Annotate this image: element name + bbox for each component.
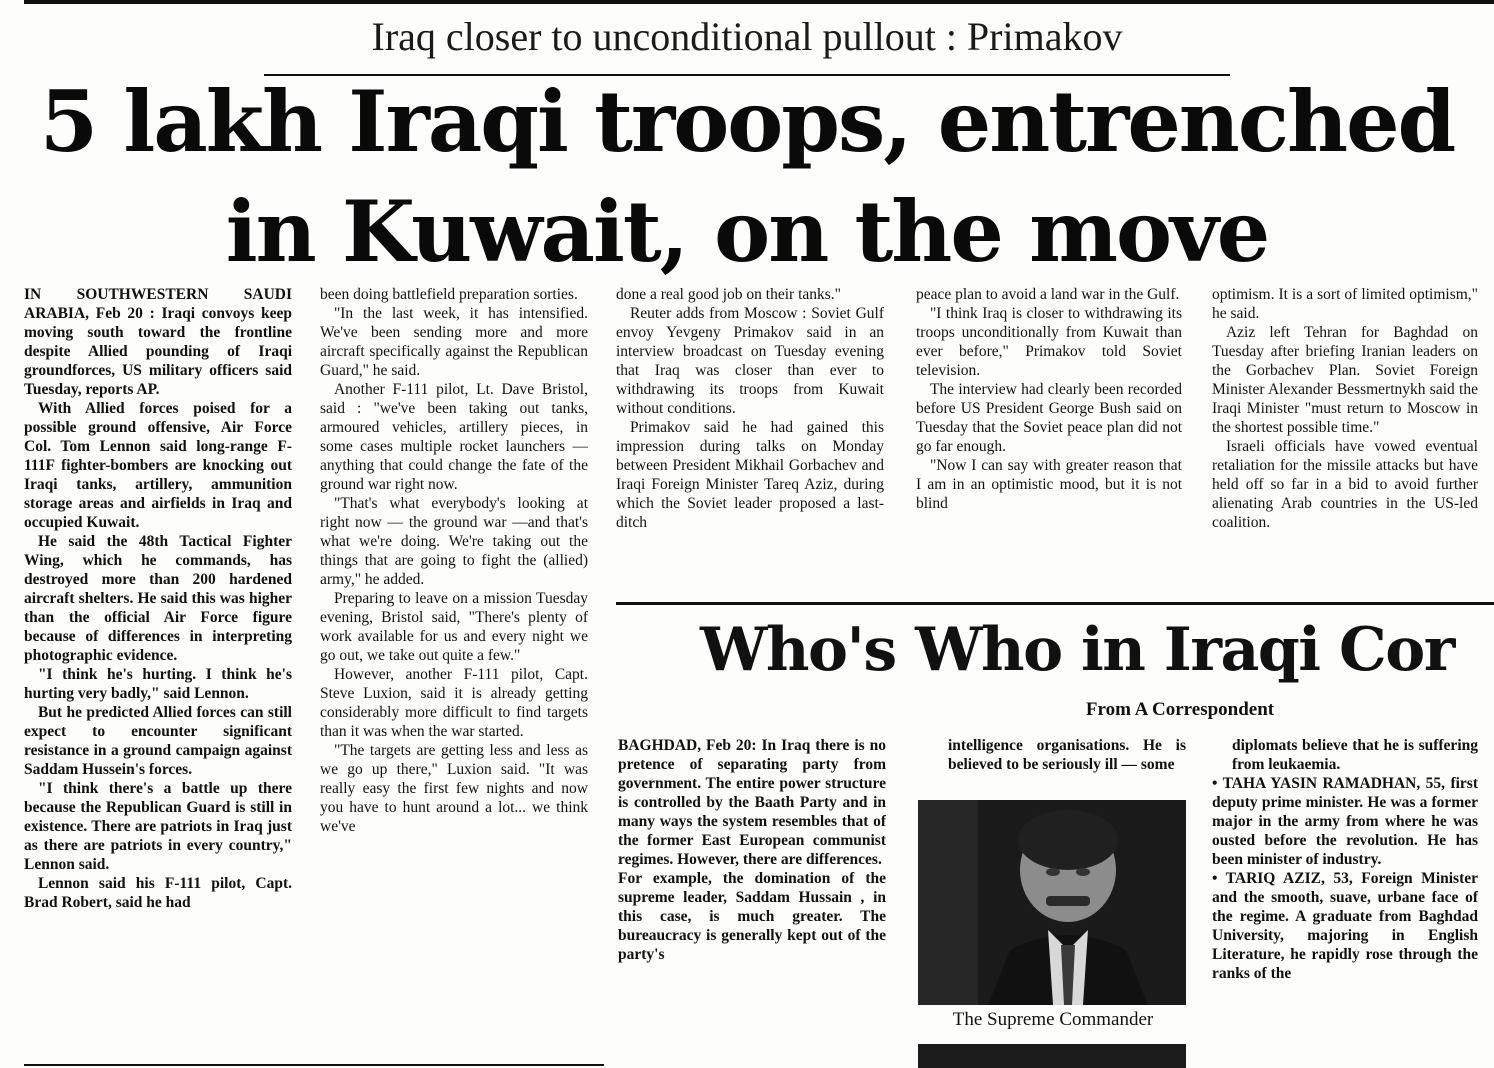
story2-column-1 xyxy=(618,736,886,1068)
paragraph: "Now I can say with greater reason that I am in an optimistic mood, but it is not blind xyxy=(916,457,1182,512)
paragraph: Primakov said he had gained this impression during talks on Monday between President Mikhail Gorbachev and Iraqi Foreign Minister Tareq Aziz, during which the Soviet leader proposed a last-ditch xyxy=(616,419,884,531)
paragraph: Aziz left Tehran for Baghdad on Tuesday after briefing Iranian leaders on the Gorbachev Plan. Soviet Foreign Minister Alexander Bessmertnykh said the Iraqi Minister "must return to Moscow in the shortest possible time." xyxy=(1212,324,1478,436)
paragraph: "In the last week, it has intensified. We've been sending more and more aircraft specifically against the Republican Guard," he said. xyxy=(320,305,588,379)
section-rule xyxy=(616,602,1494,605)
paragraph: • TARIQ AZIZ, 53, Foreign Minister and the smooth, suave, urbane face of the regime. A graduate from Baghdad University, majoring in English Literature, he rapidly rose through the ranks of the xyxy=(1212,870,1478,982)
second-photo xyxy=(918,1044,1186,1068)
article-column-2 xyxy=(320,285,588,1055)
paragraph: The interview had clearly been recorded before US President George Bush said on Tuesday that the Soviet peace plan did not go far enough. xyxy=(916,381,1182,455)
paragraph: Reuter adds from Moscow : Soviet Gulf envoy Yevgeny Primakov said in an interview broadcast on Tuesday evening that Iraq was closer than ever to withdrawing its troops from Kuwait without conditions. xyxy=(616,305,884,417)
article-column-5 xyxy=(1212,285,1478,585)
paragraph: "That's what everybody's looking at right now — the ground war —and that's what we're doing. We're taking out the things that are going to fight the (allied) army," he added. xyxy=(320,495,588,588)
paragraph: diplomats believe that he is suffering from leukaemia. xyxy=(1232,737,1478,773)
paragraph: But he predicted Allied forces can still expect to encounter significant resistance in a ground campaign against Saddam Hussein's forces. xyxy=(24,704,292,778)
paragraph: "I think Iraq is closer to withdrawing its troops unconditionally from Kuwait than ever before," Primakov told Soviet television. xyxy=(916,305,1182,379)
paragraph: intelligence organisations. He is believed to be seriously ill — some xyxy=(948,737,1186,773)
article-column-4 xyxy=(916,285,1182,585)
main-headline-line1: 5 lakh Iraqi troops, entrenched xyxy=(39,72,1455,171)
article-column-1 xyxy=(24,285,292,1055)
paragraph: For example, the domination of the supreme leader, Saddam Hussain , in this case, is much greater. The bureaucracy is generally kept out of the party's xyxy=(618,870,886,963)
story2-column-2 xyxy=(948,736,1186,796)
paragraph: Israeli officials have vowed eventual retaliation for the missile attacks but have held off so far in a bid to avoid further alienating Arab countries in the US-led coalition. xyxy=(1212,438,1478,531)
bottom-rule xyxy=(24,1064,604,1066)
secondary-headline: Who's Who in Iraqi Cor xyxy=(700,615,1454,685)
paragraph: "I think he's hurting. I think he's hurting very badly," said Lennon. xyxy=(24,666,292,702)
paragraph: "I think there's a battle up there because the Republican Guard is still in existence. There are patriots in Iraq just as there are patriots in every country," Lennon said. xyxy=(24,780,292,873)
portrait-photo xyxy=(918,800,1186,1005)
main-headline-line2: in Kuwait, on the move xyxy=(225,182,1269,281)
paragraph: "The targets are getting less and less as we go up there," Luxion said. "It was really easy the first few nights and now you have to hunt around a lot... we think we've xyxy=(320,742,588,835)
paragraph: However, another F-111 pilot, Capt. Steve Luxion, said it is already getting considerably more difficult to find targets than it was when the war started. xyxy=(320,666,588,740)
kicker-headline: Iraq closer to unconditional pullout : Primakov xyxy=(371,14,1123,59)
paragraph: With Allied forces poised for a possible ground offensive, Air Force Col. Tom Lennon said long-range F-111F fighter-bombers are knocking out Iraqi tanks, artillery, ammunition storage areas and airfields in Iraq and occupied Kuwait. xyxy=(24,400,292,531)
photo-caption: The Supreme Commander xyxy=(952,1009,1154,1030)
paragraph: Another F-111 pilot, Lt. Dave Bristol, said : "we've been taking out tanks, armoured vehicles, artillery pieces, in some cases multiple rocket launchers — anything that could change the fate of the ground war right now. xyxy=(320,381,588,493)
paragraph: optimism. It is a sort of limited optimism," he said. xyxy=(1212,286,1478,322)
paragraph: been doing battlefield preparation sorties. xyxy=(320,286,578,303)
paragraph: Preparing to leave on a mission Tuesday evening, Bristol said, "There's plenty of work available for us and every night we go out, we take out quite a few." xyxy=(320,590,588,664)
paragraph: • TAHA YASIN RAMADHAN, 55, first deputy prime minister. He was a former major in the army from where he was ousted before the revolution. He has been minister of industry. xyxy=(1212,775,1478,868)
paragraph: He said the 48th Tactical Fighter Wing, which he commands, has destroyed more than 200 hardened aircraft shelters. He said this was higher than the official Air Force figure because of differences in interpreting photographic evidence. xyxy=(24,533,292,664)
paragraph: IN SOUTHWESTERN SAUDI ARABIA, Feb 20 : Iraqi convoys keep moving south toward the frontline despite Allied pounding of Iraqi groundforces, US military officers said Tuesday, reports AP. xyxy=(24,286,292,398)
story2-column-3 xyxy=(1212,736,1478,1068)
byline: From A Correspondent xyxy=(1085,699,1275,720)
paragraph: BAGHDAD, Feb 20: In Iraq there is no pretence of separating party from government. The entire power structure is controlled by the Baath Party and in many ways the system resembles that of the former East European communist regimes. However, there are differences. xyxy=(618,737,886,868)
paragraph: peace plan to avoid a land war in the Gulf. xyxy=(916,286,1180,303)
portrait-illustration xyxy=(918,800,1186,1005)
article-column-3 xyxy=(616,285,884,585)
paragraph: done a real good job on their tanks." xyxy=(616,286,841,303)
paragraph: Lennon said his F-111 pilot, Capt. Brad Robert, said he had xyxy=(24,875,292,911)
top-rule xyxy=(24,0,1494,4)
